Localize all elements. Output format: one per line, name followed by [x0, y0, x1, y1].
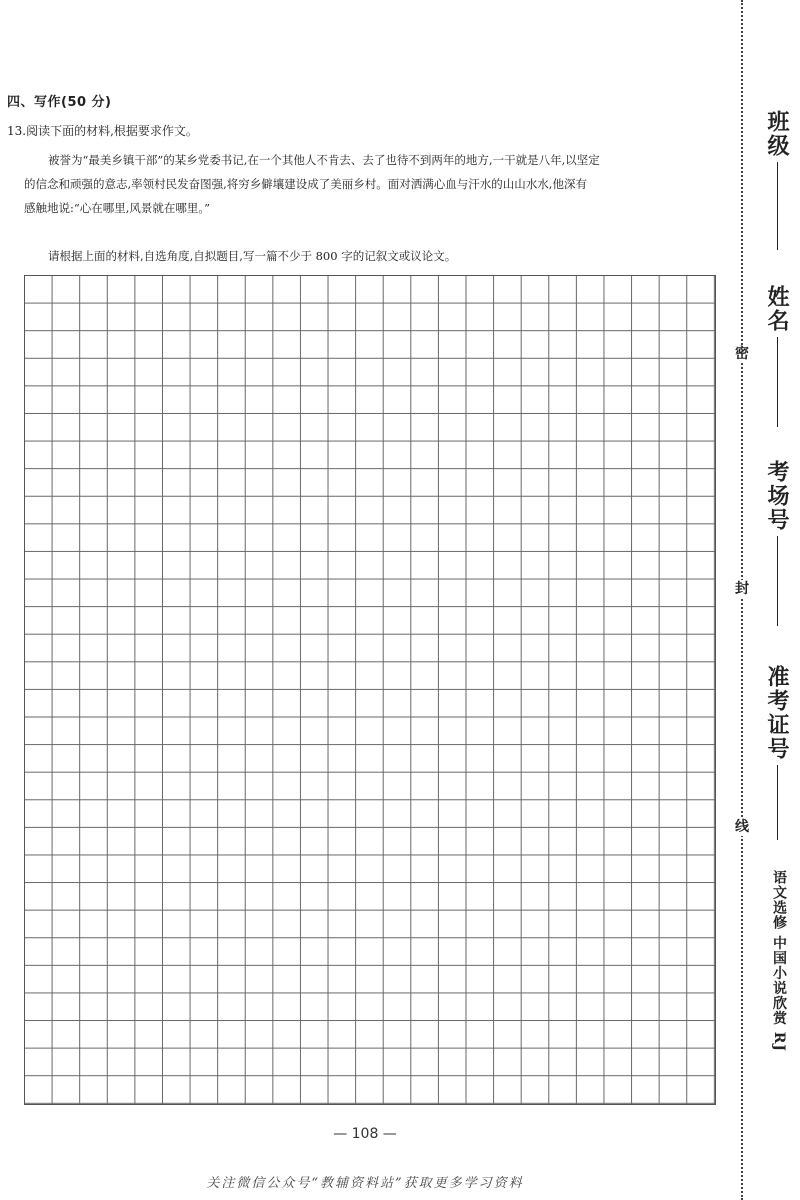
name-field[interactable]: [762, 285, 792, 427]
seal-char-xian: 线: [735, 819, 749, 835]
class-field[interactable]: [762, 110, 792, 250]
writing-requirement: [24, 244, 714, 268]
seal-char-feng: 封: [735, 581, 749, 597]
class-label: 班级: [764, 110, 790, 158]
exam-room-label: 考场号: [764, 460, 790, 532]
seal-dotted-line: [741, 0, 743, 1200]
page-number: — 108 —: [333, 1126, 397, 1142]
seal-char-mi: 密: [735, 346, 749, 362]
ticket-number-line[interactable]: [777, 765, 778, 840]
exam-room-field[interactable]: [762, 460, 792, 626]
name-line[interactable]: [777, 337, 778, 427]
section-title: 四、写作(50 分): [7, 95, 112, 110]
material-line: 被誉为“最美乡镇干部”的某乡党委书记,在一个其他人不肯去、去了也待不到两年的地方,一干就是八年,以坚定: [48, 153, 600, 167]
ticket-number-field[interactable]: [762, 665, 792, 840]
class-line[interactable]: [777, 162, 778, 250]
material-line: 感触地说:“心在哪里,风景就在哪里。”: [24, 201, 211, 215]
question-prompt: 13.阅读下面的材料,根据要求作文。: [7, 124, 198, 138]
essay-writing-grid[interactable]: [24, 275, 716, 1105]
exam-room-line[interactable]: [777, 536, 778, 626]
material-line: 的信念和顽强的意志,率领村民发奋图强,将穷乡僻壤建设成了美丽乡村。面对洒满心血与汗水的山山水水,他深有: [24, 177, 587, 191]
ticket-number-label: 准考证号: [764, 665, 790, 761]
footer-note: 关注微信公众号“教辅资料站”获取更多学习资料: [206, 1176, 524, 1191]
requirement-text: 请根据上面的材料,自选角度,自拟题目,写一篇不少于 800 字的记叙文或议论文。: [48, 249, 457, 263]
subject-label: 语文选修 中国小说欣赏 RJ: [771, 870, 787, 1053]
material-paragraph: [24, 148, 714, 220]
name-label: 姓名: [764, 285, 790, 333]
